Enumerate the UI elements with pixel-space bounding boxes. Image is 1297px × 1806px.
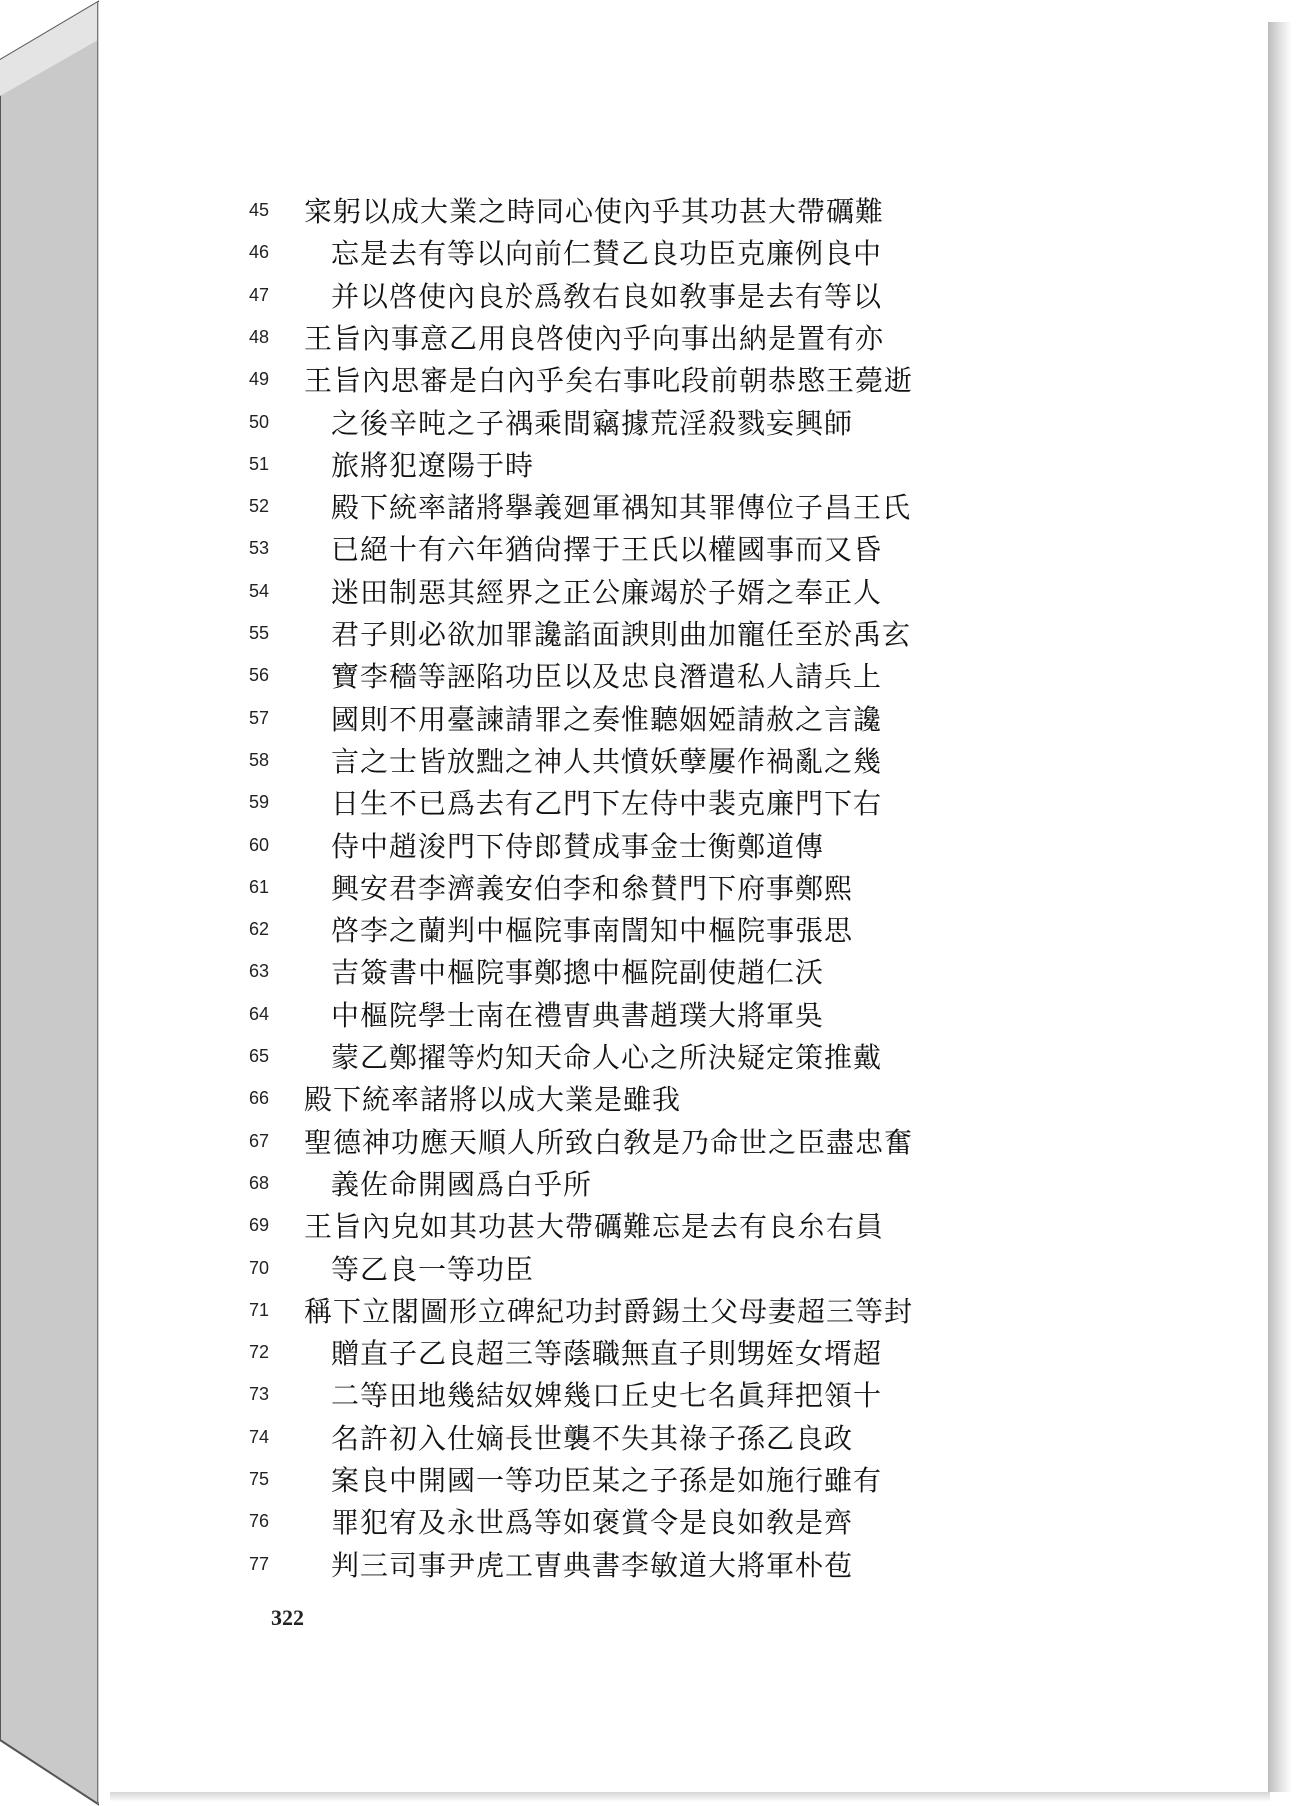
line-number: 69 (249, 1215, 270, 1236)
line-number: 66 (249, 1088, 270, 1109)
text-line (99, 907, 1279, 947)
page-number: 322 (271, 1605, 304, 1630)
text-line (99, 400, 1279, 440)
text-line (99, 315, 1279, 355)
line-number: 68 (249, 1172, 270, 1193)
line-number: 59 (249, 792, 270, 813)
text-line (99, 569, 1279, 609)
line-number: 58 (249, 749, 270, 770)
text-line (99, 1372, 1279, 1412)
text-line (99, 1034, 1279, 1074)
text-line (99, 188, 1279, 228)
line-number: 47 (249, 284, 270, 305)
line-text: 吉簽書中樞院事鄭摠中樞院副使趙仁沃 (331, 956, 825, 990)
line-text: 寶李穡等誣陷功臣以及忠良潛遣私人請兵上 (331, 660, 883, 694)
text-line (99, 1415, 1279, 1455)
line-number: 67 (249, 1130, 270, 1151)
line-text: 聖德神功應天順人所致白敎是乃命世之臣盡忠奮 (304, 1125, 914, 1159)
line-text: 案良中開國一等功臣某之子孫是如施行雖有 (331, 1464, 883, 1497)
line-text: 并以啓使內良於爲敎右良如敎事是去有等以 (331, 279, 883, 313)
line-text: 贈直子乙良超三等蔭職無直子則甥姪女壻超 (331, 1337, 883, 1371)
line-text: 名許初入仕嫡長世襲不失其祿子孫乙良政 (331, 1421, 854, 1455)
line-text: 啓李之蘭判中樞院事南誾知中樞院事張思 (331, 914, 854, 948)
text-line (99, 949, 1279, 989)
text-line (99, 1542, 1279, 1582)
text-line (99, 1076, 1279, 1116)
text-line (99, 780, 1279, 820)
line-text: 王旨內事意乙用良啓使內乎向事出納是置有亦 (304, 321, 885, 355)
text-line (99, 738, 1279, 778)
line-text: 判三司事尹虎工曺典書李敏道大將軍朴苞 (331, 1548, 854, 1582)
line-text: 王旨內思審是白內乎矣右事叱段前朝恭愍王薨逝 (304, 364, 914, 398)
line-text: 已絕十有六年猶尙擇于王氏以權國事而又昏 (331, 533, 883, 567)
line-number: 55 (249, 623, 270, 643)
line-text: 興安君李濟義安伯李和叅賛門下府事鄭熙 (331, 871, 854, 905)
line-text: 王旨內皃如其功甚大帶礪難忘是去有良厼右員 (304, 1210, 885, 1244)
page-edge-shadow (1268, 22, 1292, 1792)
line-text: 旅將犯遼陽于時 (331, 448, 535, 482)
line-number: 45 (249, 200, 270, 220)
text-line (99, 1203, 1279, 1243)
text-line (99, 230, 1279, 270)
line-number: 48 (249, 326, 270, 347)
text-line (99, 484, 1279, 524)
line-number: 75 (249, 1469, 270, 1489)
line-text: 國則不用臺諫請罪之奏惟聽姻婭請赦之言讒 (331, 702, 883, 736)
line-number: 73 (249, 1384, 270, 1405)
line-text: 蒙乙鄭擢等灼知天命人心之所決疑定策推戴 (331, 1041, 883, 1074)
line-number: 60 (249, 834, 270, 855)
text-line (99, 823, 1279, 863)
line-number: 70 (249, 1257, 270, 1278)
line-number: 49 (249, 369, 270, 390)
line-text: 之後辛旽之子禑乘間竊據荒淫殺戮妄興師 (331, 406, 854, 440)
text-line (99, 1499, 1279, 1539)
line-number: 56 (249, 665, 270, 686)
line-number: 53 (249, 538, 270, 559)
text-line (99, 653, 1279, 693)
text-line (99, 696, 1279, 736)
line-number: 64 (249, 1003, 270, 1024)
line-text: 寀躬以成大業之時同心使內乎其功甚大帶礪難 (304, 195, 885, 228)
line-text: 言之士皆放黜之神人共憤妖孽屢作禍亂之幾 (331, 744, 883, 778)
line-number: 50 (249, 411, 270, 432)
line-text: 罪犯宥及永世爲等如褒賞令是良如敎是齊 (331, 1506, 854, 1540)
line-number: 77 (249, 1553, 270, 1574)
text-line (99, 992, 1279, 1032)
text-line (99, 611, 1279, 651)
line-text: 殿下統率諸將擧義廻軍禑知其罪傳位子昌王氏 (331, 491, 912, 525)
line-text: 迷田制惡其經界之正公廉竭於子婿之奉正人 (331, 575, 883, 609)
line-text: 稱下立閣圖形立碑紀功封爵錫土父母妻超三等封 (304, 1294, 914, 1328)
line-text: 二等田地幾結奴婢幾口丘史七名眞拜把領十 (331, 1379, 883, 1413)
line-number: 52 (249, 496, 270, 517)
line-text: 等乙良一等功臣 (331, 1252, 535, 1286)
text-line (99, 526, 1279, 566)
document-page (98, 2, 1279, 1802)
line-text: 日生不已爲去有乙門下左侍中裴克廉門下右 (331, 787, 883, 821)
line-text: 中樞院學士南在禮曺典書趙璞大將軍吳 (331, 998, 825, 1032)
line-number: 76 (249, 1511, 270, 1532)
line-number: 74 (249, 1426, 270, 1447)
line-number: 46 (249, 242, 270, 263)
line-number: 63 (249, 961, 270, 982)
text-line (99, 1457, 1279, 1497)
line-number: 72 (249, 1342, 270, 1363)
text-line (99, 1330, 1279, 1370)
text-line (99, 1161, 1279, 1201)
line-text: 侍中趙浚門下侍郎賛成事金士衡鄭道傳 (331, 829, 825, 863)
line-text: 君子則必欲加罪讒諂面諛則曲加寵任至於禹玄 (331, 618, 912, 651)
text-line (99, 273, 1279, 313)
text-line (99, 1119, 1279, 1159)
line-number: 51 (249, 453, 270, 474)
line-text: 義佐命開國爲白乎所 (331, 1167, 593, 1201)
line-number: 71 (249, 1299, 270, 1320)
text-line (99, 865, 1279, 905)
text-line (99, 357, 1279, 397)
page-bottom-shadow (110, 1792, 1270, 1802)
text-line (99, 1288, 1279, 1328)
text-line (99, 442, 1279, 482)
line-text: 忘是去有等以向前仁賛乙良功臣克廉例良中 (331, 237, 883, 271)
line-number: 57 (249, 707, 270, 728)
line-number: 65 (249, 1046, 270, 1066)
line-number: 62 (249, 919, 270, 940)
text-line (99, 1246, 1279, 1286)
line-text: 殿下統率諸將以成大業是雖我 (304, 1083, 682, 1117)
line-number: 54 (249, 580, 270, 601)
line-number: 61 (249, 876, 270, 897)
